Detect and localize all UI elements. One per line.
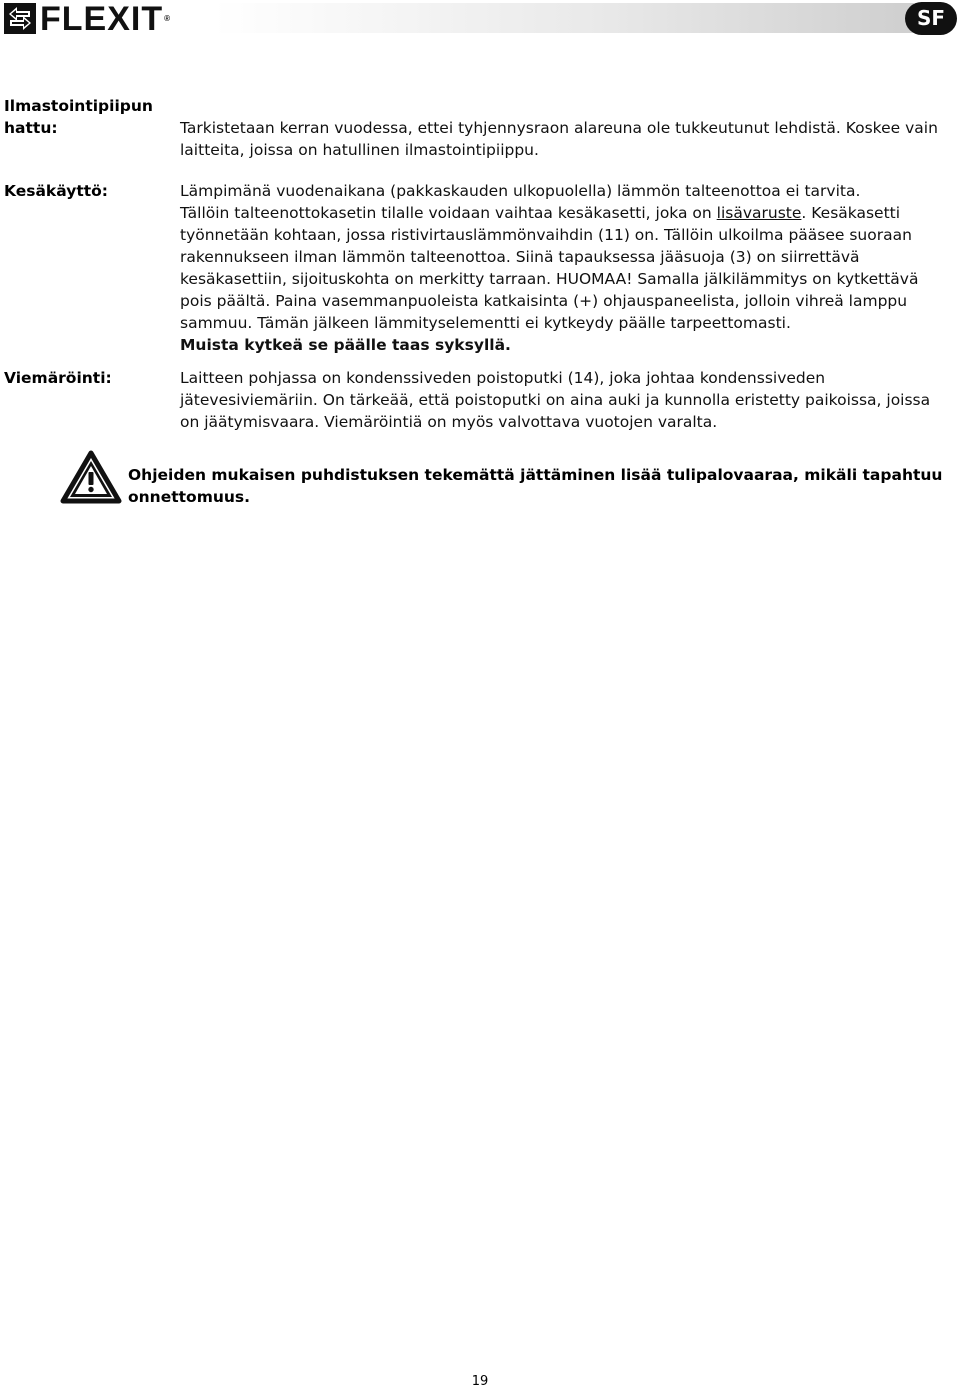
text-line: jätevesiviemäriin. On tärkeää, että poistoputki on aina auki ja kunnolla eristetty paikoissa, joissa [180, 391, 931, 409]
section-text-drainage [180, 367, 958, 433]
text-line: sammuu. Tämän jälkeen lämmityselementti ei kytkeydy päälle tarpeettomasti. [180, 314, 791, 332]
section-label-drainage [4, 367, 169, 389]
text-line: laitteita, joissa on hatullinen ilmastointipiippu. [180, 141, 539, 159]
warning-text [128, 464, 948, 508]
text-line: kesäkasettiin, sijoituskohta on merkitty tarraan. HUOMAA! Samalla jälkilämmitys on kytkettävä [180, 270, 919, 288]
header-gradient-bar [214, 3, 914, 33]
text-line: on jäätymisvaara. Viemäröintiä on myös valvottava vuotojen varalta. [180, 413, 718, 431]
text-line: työnnetään kohtaan, jossa ristivirtauslämmönvaihdin (11) on. Tällöin ulkoilma pääsee suoraan [180, 226, 912, 244]
text-line-bold: Muista kytkeä se päälle taas syksyllä. [180, 336, 511, 354]
label-line: Kesäkäyttö: [4, 182, 108, 200]
warning-triangle-icon [60, 450, 122, 505]
text-line: rakennukseen ilman lämmön talteenottoa. Siinä tapauksessa jääsuoja (3) on siirrettävä [180, 248, 860, 266]
language-badge: SF [905, 2, 957, 35]
brand-name: FLEXIT [40, 0, 164, 38]
text-line: Tarkistetaan kerran vuodessa, ettei tyhjennysraon alareuna ole tukkeutunut lehdistä. Koskee vain [180, 119, 938, 137]
section-text-summer-use [180, 180, 958, 356]
warning-line: onnettomuus. [128, 488, 251, 506]
section-text-chimney-cap [180, 117, 958, 161]
section-label-chimney-cap [4, 95, 169, 139]
text-segment: . Kesäkasetti [801, 204, 901, 222]
text-line: Lämpimänä vuodenaikana (pakkaskauden ulkopuolella) lämmön talteenottoa ei tarvita. [180, 182, 861, 200]
section-label-summer-use [4, 180, 169, 202]
text-line: Laitteen pohjassa on kondenssiveden poistoputki (14), joka johtaa kondenssiveden [180, 369, 826, 387]
flexit-arrows-icon [4, 3, 36, 34]
text-line-with-link [180, 202, 958, 224]
label-line: Ilmastointipiipun [4, 97, 153, 115]
text-line: pois päältä. Paina vasemmanpuoleista katkaisinta (+) ohjauspaneelista, jolloin vihreä lamppu [180, 292, 908, 310]
page-header [0, 0, 960, 38]
page-number: 19 [471, 1374, 489, 1389]
text-segment: Tällöin talteenottokasetin tilalle voidaan vaihtaa kesäkasetti, joka on [180, 204, 717, 222]
label-line: hattu: [4, 119, 58, 137]
brand-logo [40, 0, 170, 38]
label-line: Viemäröinti: [4, 369, 112, 387]
trademark-symbol: ® [164, 14, 171, 23]
accessory-link[interactable]: lisävaruste [716, 204, 802, 222]
warning-line: Ohjeiden mukaisen puhdistuksen tekemättä jättäminen lisää tulipalovaaraa, mikäli tapahtuu [128, 466, 943, 484]
